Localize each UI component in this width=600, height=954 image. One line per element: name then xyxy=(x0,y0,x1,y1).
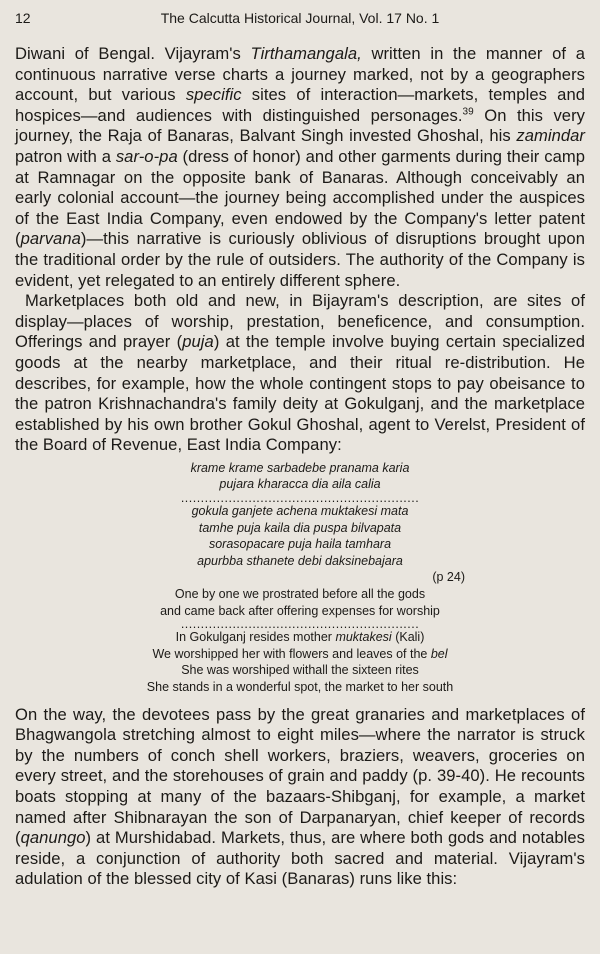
verse-line: krame krame sarbadebe pranama karia xyxy=(190,460,410,475)
verse-separator: ............................................................ xyxy=(180,491,420,506)
text-run: patron with a xyxy=(15,146,116,166)
verse-line: gokula ganjete achena muktakesi mata xyxy=(191,504,409,519)
paragraph-2 xyxy=(15,291,585,456)
italic-term: sar-o-pa xyxy=(115,146,178,166)
italic-term: puja xyxy=(182,332,214,352)
translation-line: One by one we prostrated before all the gods xyxy=(174,587,426,602)
text-run: Diwani of Bengal. Vijayram's xyxy=(15,44,251,63)
page-header xyxy=(15,10,585,38)
verse-separator: ............................................................ xyxy=(180,617,420,632)
text-run: Marketplaces both old and new, in Bijayram's description, are sites of display—places of worship, prestation, beneficence, and consumption. Offerings and prayer ( xyxy=(15,291,585,352)
text-run: In Gokulganj resides mother xyxy=(175,630,336,645)
text-run: sites of interaction—markets, temples and hospices—and audiences with distinguished personages. xyxy=(15,85,585,125)
verse-line: pujara kharacca dia aila calia xyxy=(219,477,381,492)
translation-line: She stands in a wonderful spot, the market to her south xyxy=(146,680,454,694)
text-run: On this very journey, the Raja of Banaras, Balvant Singh invested Ghoshal, his xyxy=(15,105,586,146)
verse-line: apurbba sthanete debi daksinebajara xyxy=(197,553,403,568)
italic-term: bel xyxy=(430,646,448,661)
text-run: ) at the temple involve buying certain specialized goods at the nearby marketplace, and their ritual re-distribution. He describes, for example, how the whole contingent stops to pay obeisance to the patron Krishnachandra's family deity at Gokulganj, and the marketplace established by his own brother Gokul Ghoshal, agent to Verelst, President of the Board of Revenue, East India Company: xyxy=(15,332,585,455)
italic-term: specific xyxy=(185,85,242,105)
text-run: (Kali) xyxy=(391,630,425,645)
journal-title: The Calcutta Historical Journal, Vol. 17 No. 1 xyxy=(160,10,440,26)
translation-line xyxy=(15,629,585,646)
text-run: written in the manner of a continuous narrative verse charts a journey marked, not by a geographers account, but various xyxy=(15,44,586,105)
text-run: )—this narrative is curiously oblivious of disruptions brought upon the traditional order by the rule of outsiders. The authority of the Company is evident, yet relegated to an entirely different sphere. xyxy=(15,229,585,290)
italic-term: muktakesi xyxy=(335,630,392,645)
italic-term: zamindar xyxy=(516,126,585,146)
translation-line: She was worshiped withall the sixteen rites xyxy=(181,663,419,678)
text-run: ) at Murshidabad. Markets, thus, are where both gods and notables reside, a conjunction of authority both sacred and material. Vijayram's adulation of the blessed city of Kasi (Banaras) runs like this: xyxy=(15,828,585,889)
translation-line: and came back after offering expenses for worship xyxy=(160,603,440,618)
translation-line xyxy=(15,646,585,663)
footnote-marker: 39 xyxy=(462,106,474,118)
italic-term: qanungo xyxy=(20,828,86,848)
paragraph-3 xyxy=(15,705,585,890)
article-body xyxy=(15,44,585,890)
verse-quotation xyxy=(15,460,585,696)
verse-citation: (p 24) xyxy=(432,570,465,585)
italic-term: parvana xyxy=(20,229,81,249)
paragraph-1 xyxy=(15,44,585,291)
page-number: 12 xyxy=(15,10,31,26)
verse-line: tamhe puja kaila dia puspa bilvapata xyxy=(198,520,402,535)
verse-line: sorasopacare puja haila tamhara xyxy=(208,537,392,552)
text-run: On the way, the devotees pass by the great granaries and marketplaces of Bhagwangola stretching almost to eight miles—where the narrator is struck by the numbers of conch shell workers, braziers, weavers, groceries on every street, and the storehouses of grain and paddy (p. 39-40). He recounts boats stopping at many of the bazaars-Shibganj, for example, a market named after Shibnarayan the son of Darpanaryan, chief keeper of records ( xyxy=(15,704,585,848)
text-run: We worshipped her with flowers and leaves of the xyxy=(152,646,431,661)
text-run: (dress of honor) and other garments during their camp at Ramnagar on the opposite bank of Banaras. Although conceivably an early colonial account—the journey being accomplished under the auspices of the East India Company, even endowed by the Company's letter patent ( xyxy=(15,146,585,249)
italic-term: Tirthamangala, xyxy=(250,44,362,63)
